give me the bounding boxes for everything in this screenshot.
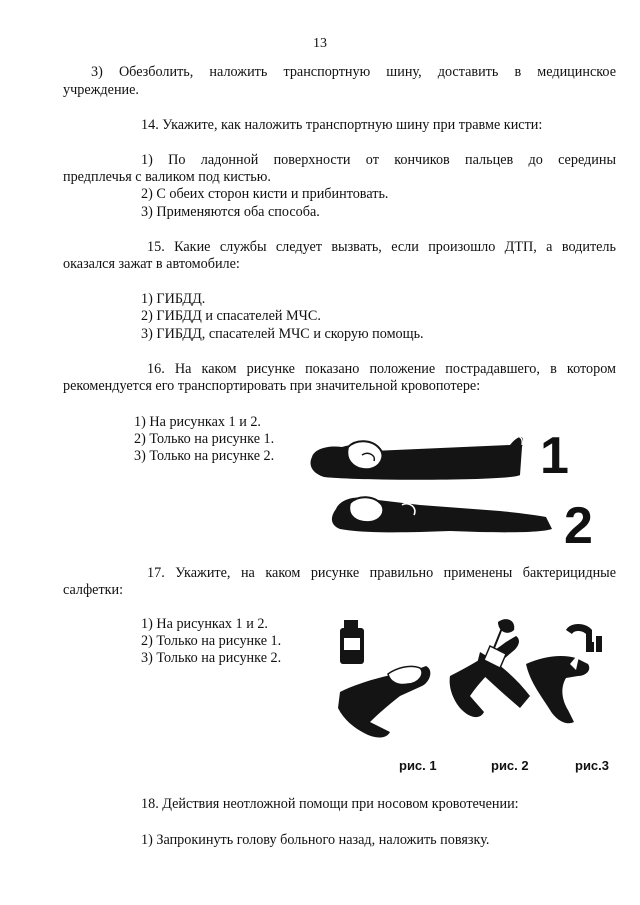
q14-question: 14. Укажите, как наложить транспортную шину при травме кисти: xyxy=(141,117,543,133)
page-number: 13 xyxy=(313,36,327,51)
q16-figure xyxy=(300,425,610,555)
q16-answer-1: 1) На рисунках 1 и 2. xyxy=(134,414,261,430)
arm-under-tap xyxy=(526,652,589,723)
q14-answer-2: 2) С обеих сторон кисти и прибинтовать. xyxy=(141,186,389,202)
q15-question-line1: 15. Какие службы следует вызвать, если произошло ДТП, а водитель xyxy=(147,239,616,255)
patient-lying-flat-figure xyxy=(311,436,524,480)
arm-with-wipe-2 xyxy=(450,619,530,717)
q14-answer-3: 3) Применяются оба способа. xyxy=(141,204,320,220)
figure-caption-2: рис. 2 xyxy=(491,758,529,773)
q17-question-line2: салфетки: xyxy=(63,582,124,598)
q18-question: 18. Действия неотложной помощи при носовом кровотечении: xyxy=(141,796,519,812)
q16-question-line1: 16. На каком рисунке показано положение пострадавшего, в котором xyxy=(147,361,616,377)
q15-answer-3: 3) ГИБДД, спасателей МЧС и скорую помощь. xyxy=(141,326,424,342)
fig-label-1: 1 xyxy=(540,427,569,485)
antiseptic-bottle-icon xyxy=(340,620,364,664)
arm-with-wipe-1 xyxy=(338,666,430,738)
q13-answer-3-line1: 3) Обезболить, наложить транспортную шину, доставить в медицинское xyxy=(91,64,616,80)
q17-figure xyxy=(330,612,620,752)
q17-question-line1: 17. Укажите, на каком рисунке правильно применены бактерицидные xyxy=(147,565,616,581)
figure-caption-3: рис.3 xyxy=(575,758,610,773)
figure-caption-1: рис. 1 xyxy=(399,758,437,773)
q15-answer-2: 2) ГИБДД и спасателей МЧС. xyxy=(141,308,321,324)
q17-answer-3: 3) Только на рисунке 2. xyxy=(141,650,282,666)
fig-label-2: 2 xyxy=(564,497,593,555)
q14-answer-1-line1: 1) По ладонной поверхности от кончиков пальцев до середины xyxy=(141,152,616,168)
q17-answer-1: 1) На рисунках 1 и 2. xyxy=(141,616,268,632)
q18-answer-1: 1) Запрокинуть голову больного назад, наложить повязку. xyxy=(141,832,490,848)
q16-question-line2: рекомендуется его транспортировать при значительной кровопотере: xyxy=(63,378,481,394)
q17-answer-2: 2) Только на рисунке 1. xyxy=(141,633,282,649)
q14-answer-1-line2: предплечья с валиком под кистью. xyxy=(63,169,271,185)
q15-question-line2: оказался зажат в автомобиле: xyxy=(63,256,240,272)
water-tap-icon xyxy=(566,624,602,652)
q15-answer-1: 1) ГИБДД. xyxy=(141,291,206,307)
q13-answer-3-line2: учреждение. xyxy=(63,82,139,98)
q16-answer-3: 3) Только на рисунке 2. xyxy=(134,448,275,464)
q16-answer-2: 2) Только на рисунке 1. xyxy=(134,431,275,447)
patient-legs-raised-figure xyxy=(332,497,552,532)
